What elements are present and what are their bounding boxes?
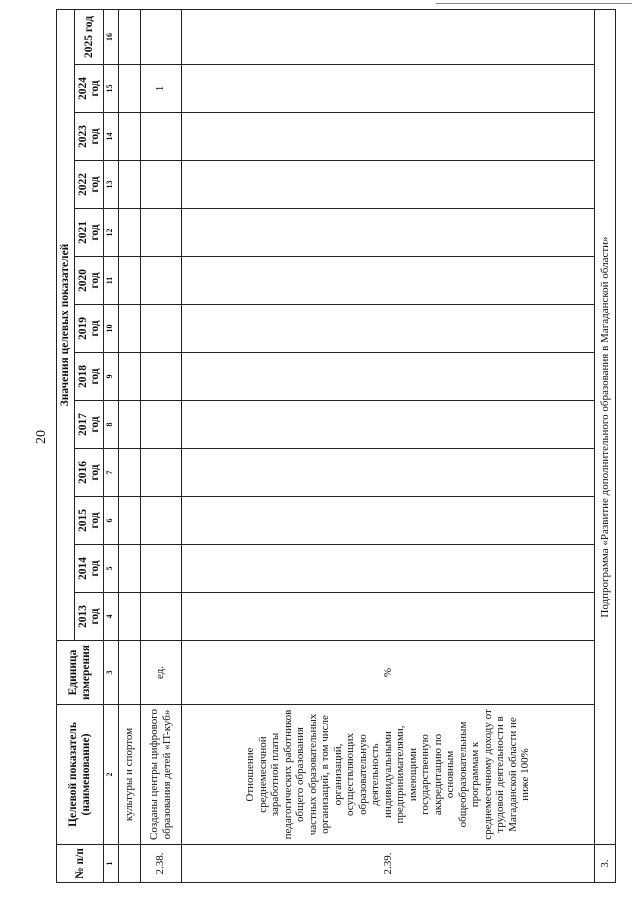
value-cell: [118, 65, 140, 113]
header-row-1: [57, 9, 75, 882]
column-number: 3: [103, 641, 118, 705]
value-cell: [118, 161, 140, 209]
header-unit: Единица измерения: [57, 641, 104, 705]
value-cell: [181, 497, 595, 545]
value-cell: [118, 113, 140, 161]
header-year: 2025 год: [74, 9, 103, 64]
value-cell: [181, 545, 595, 593]
value-cell: [181, 65, 595, 113]
value-cell: [181, 257, 595, 305]
table-row: [181, 9, 595, 882]
value-cell: [118, 497, 140, 545]
top-rule: [436, 3, 632, 4]
value-cell: [181, 9, 595, 64]
subprogram-title: Подпрограмма «Развитие дополнительного образования в Магаданской области»: [595, 9, 616, 844]
value-cell: [118, 209, 140, 257]
value-cell: [118, 305, 140, 353]
value-cell: [140, 497, 181, 545]
header-values-group: Значения целевых показателей: [57, 9, 75, 640]
row-number-cell: 2.39.: [181, 845, 595, 883]
value-cell: [118, 9, 140, 64]
value-cell: [140, 113, 181, 161]
column-number: 7: [103, 449, 118, 497]
unit-cell: [118, 641, 140, 705]
value-cell: [140, 593, 181, 641]
header-year: 2017 год: [74, 401, 103, 449]
value-cell: [140, 209, 181, 257]
column-number: 10: [103, 305, 118, 353]
value-cell: [181, 593, 595, 641]
value-cell: [118, 449, 140, 497]
column-number: 11: [103, 257, 118, 305]
column-number: 15: [103, 65, 118, 113]
table-row: [140, 9, 181, 882]
value-cell: [181, 113, 595, 161]
rotated-table-wrapper: [56, 15, 616, 883]
value-cell: [118, 545, 140, 593]
value-cell: [181, 449, 595, 497]
page-number: 20: [34, 430, 49, 444]
header-year: 2020 год: [74, 257, 103, 305]
column-number: 9: [103, 353, 118, 401]
value-cell: [140, 449, 181, 497]
column-number: 2: [103, 705, 118, 845]
document-sheet: [56, 15, 616, 883]
header-num: № п/п: [57, 845, 104, 883]
value-cell: [140, 9, 181, 64]
value-cell: [181, 401, 595, 449]
header-year: 2015 год: [74, 497, 103, 545]
column-number: 1: [103, 845, 118, 883]
column-number: 5: [103, 545, 118, 593]
header-year: 2018 год: [74, 353, 103, 401]
value-cell: [118, 401, 140, 449]
column-number: 8: [103, 401, 118, 449]
column-number: 6: [103, 497, 118, 545]
header-year: 2021 год: [74, 209, 103, 257]
target-indicators-table: [56, 9, 616, 883]
column-number: 12: [103, 209, 118, 257]
value-cell: [140, 545, 181, 593]
indicator-cell: культуры и спортом: [118, 705, 140, 845]
value-cell: [118, 353, 140, 401]
value-cell: [118, 593, 140, 641]
column-number: 4: [103, 593, 118, 641]
row-number-cell: [118, 845, 140, 883]
indicator-cell: Отношение среднемесячной заработной платы педагогических работников общего образования частных образовательных организаций, в том числе организаций, осуществляющих образовательную деятельность индивидуальными предпринимателями, имеющими государственную аккредитацию по основным общеобразовательным программам к среднемесячному доходу от трудовой деятельности в Магаданской области не ниже 100%: [181, 705, 595, 845]
unit-cell: ед.: [140, 641, 181, 705]
header-year: 2016 год: [74, 449, 103, 497]
value-cell: [181, 305, 595, 353]
value-cell: 1: [140, 65, 181, 113]
value-cell: [181, 161, 595, 209]
column-number: 14: [103, 113, 118, 161]
value-cell: [181, 209, 595, 257]
subprogram-row: [595, 9, 616, 882]
unit-cell: %: [181, 641, 595, 705]
header-year: 2024 год: [74, 65, 103, 113]
value-cell: [140, 353, 181, 401]
row-number-cell: 2.38.: [140, 845, 181, 883]
value-cell: [140, 257, 181, 305]
column-number: 13: [103, 161, 118, 209]
header-year: 2013 год: [74, 593, 103, 641]
column-number: 16: [103, 9, 118, 64]
header-year: 2023 год: [74, 113, 103, 161]
table-row: [118, 9, 140, 882]
column-number-row: [103, 9, 118, 882]
value-cell: [140, 401, 181, 449]
header-year: 2022 год: [74, 161, 103, 209]
value-cell: [118, 257, 140, 305]
value-cell: [140, 161, 181, 209]
indicator-cell: Созданы центры цифрового образования детей «IT-куб»: [140, 705, 181, 845]
header-year: 2014 год: [74, 545, 103, 593]
header-indicator: Целевой показатель (наименование): [57, 705, 104, 845]
value-cell: [181, 353, 595, 401]
header-year: 2019 год: [74, 305, 103, 353]
value-cell: [140, 305, 181, 353]
row-number-cell: 3.: [595, 845, 616, 883]
